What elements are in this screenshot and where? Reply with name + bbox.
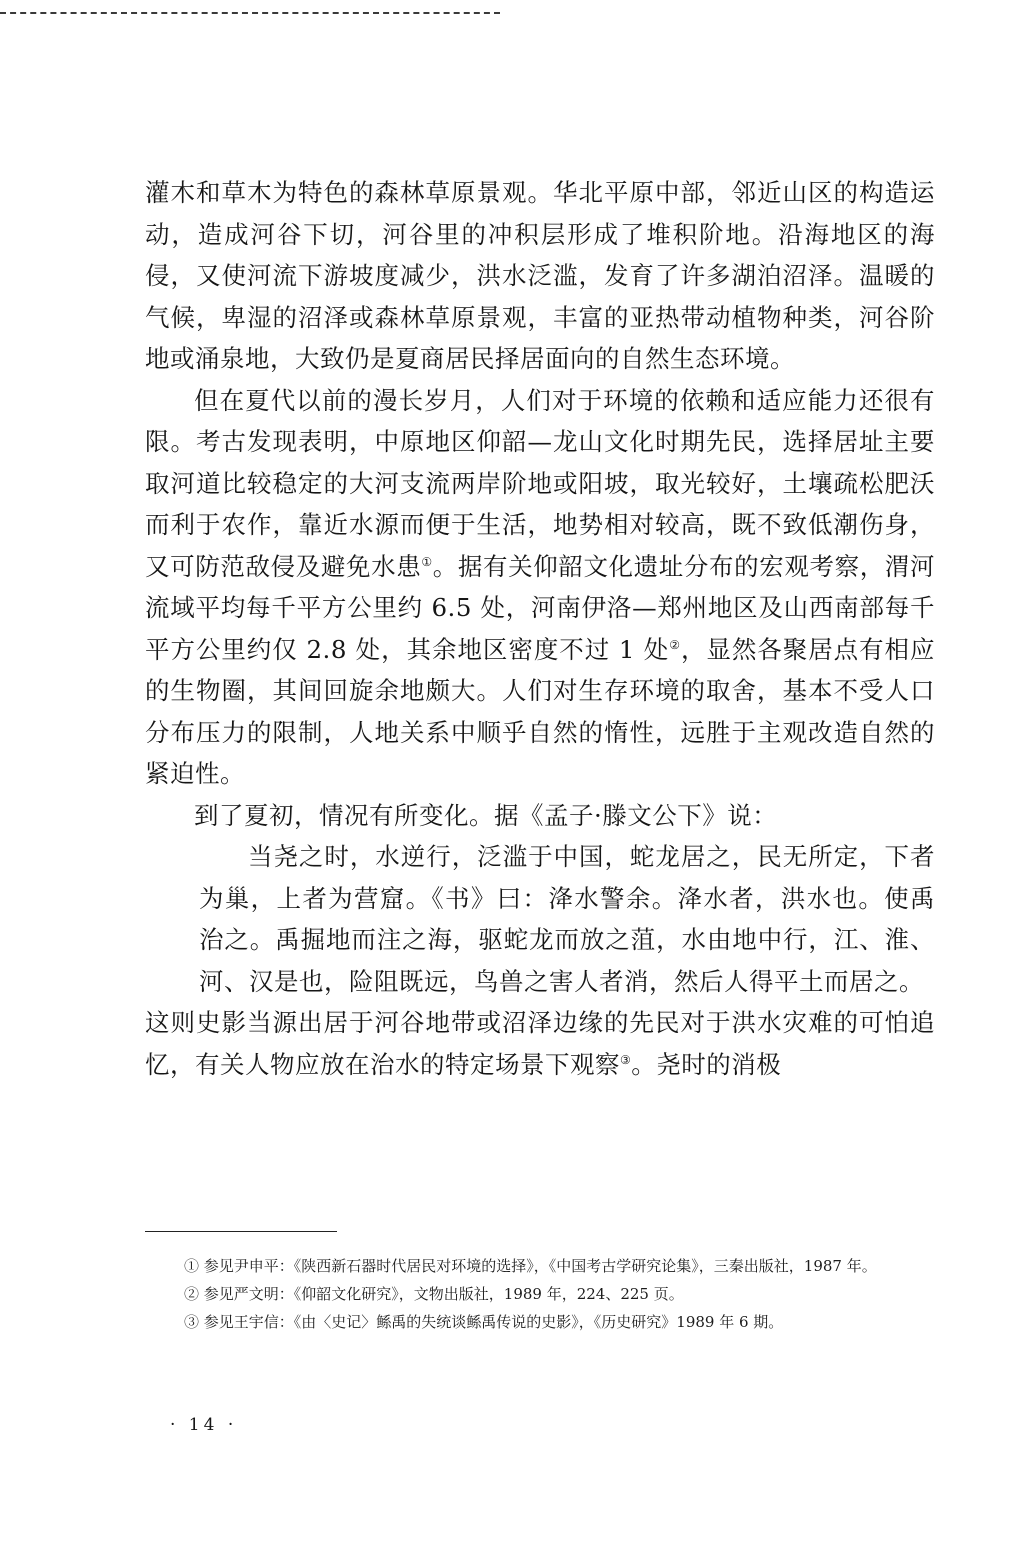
footnotes bbox=[145, 1255, 935, 1339]
quote-block: 当尧之时，水逆行，泛滥于中国，蛇龙居之，民无所定，下者为巢，上者为营窟。《书》曰：洚水警余。洚水者，洪水也。使禹治之。禹掘地而注之海，驱蛇龙而放之菹，水由地中行，江、淮、河、汉是也，险阻既远，鸟兽之害人者消，然后人得平土而居之。 bbox=[199, 842, 935, 996]
footnote-separator bbox=[145, 1231, 337, 1232]
footnote-3: ③ 参见王宇信：《由〈史记〉鲧禹的失统谈鲧禹传说的史影》，《历史研究》1989 年 6 期。 bbox=[184, 1313, 784, 1331]
footnote-1: ① 参见尹申平：《陕西新石器时代居民对环境的选择》，《中国考古学研究论集》，三秦出版社，1987 年。 bbox=[184, 1257, 877, 1275]
footnote-ref-3: ③ bbox=[620, 1052, 632, 1067]
body-text bbox=[145, 172, 935, 1085]
paragraph-1: 灌木和草木为特色的森林草原景观。华北平原中部，邻近山区的构造运动，造成河谷下切，河谷里的冲积层形成了堆积阶地。沿海地区的海侵，又使河流下游坡度减少，洪水泛滥，发育了许多湖泊沼泽。温暖的气候，卑湿的沼泽或森林草原景观，丰富的亚热带动植物种类，河谷阶地或涌泉地，大致仍是夏商居民择居面向的自然生态环境。 bbox=[145, 178, 935, 373]
paragraph-3: 到了夏初，情况有所变化。据《孟子·滕文公下》说： bbox=[194, 800, 778, 830]
footnote-2: ② 参见严文明：《仰韶文化研究》，文物出版社，1989 年，224、225 页。 bbox=[184, 1285, 684, 1303]
top-dashed-rule bbox=[0, 12, 500, 14]
paragraph-5 bbox=[145, 1002, 935, 1085]
paragraph-2-part-3: ，显然各聚居点有相应的生物圈，其间回旋余地颇大。人们对生存环境的取舍，基本不受人口分布压力的限制，人地关系中顺乎自然的惰性，远胜于主观改造自然的紧迫性。 bbox=[145, 634, 936, 788]
paragraph-2-part-1: 但在夏代以前的漫长岁月，人们对于环境的依赖和适应能力还很有限。考古发现表明，中原地区仰韶—龙山文化时期先民，选择居址主要取河道比较稳定的大河支流两岸阶地或阳坡，取光较好，土壤疏松肥沃而利于农作，靠近水源而便于生活，地势相对较高，既不致低潮伤身，又可防范敌侵及避免水患 bbox=[145, 385, 935, 581]
paragraph-2 bbox=[145, 380, 935, 795]
page-number: · 14 · bbox=[170, 1415, 238, 1435]
footnote-ref-2: ② bbox=[669, 637, 681, 652]
paragraph-5-part-2: 。尧时的消极 bbox=[631, 1049, 782, 1079]
paragraph-5-part-1: 这则史影当源出居于河谷地带或沼泽边缘的先民对于洪水灾难的可怕追忆，有关人物应放在治水的特定场景下观察 bbox=[145, 1008, 935, 1079]
footnote-ref-1: ① bbox=[421, 554, 433, 569]
paragraph-2-part-2: 。据有关仰韶文化遗址分布的宏观考察，渭河流域平均每千平方公里约 6.5 处，河南伊洛—郑州地区及山西南部每千平方公里约仅 2.8 处，其余地区密度不过 1 处 bbox=[145, 551, 936, 664]
